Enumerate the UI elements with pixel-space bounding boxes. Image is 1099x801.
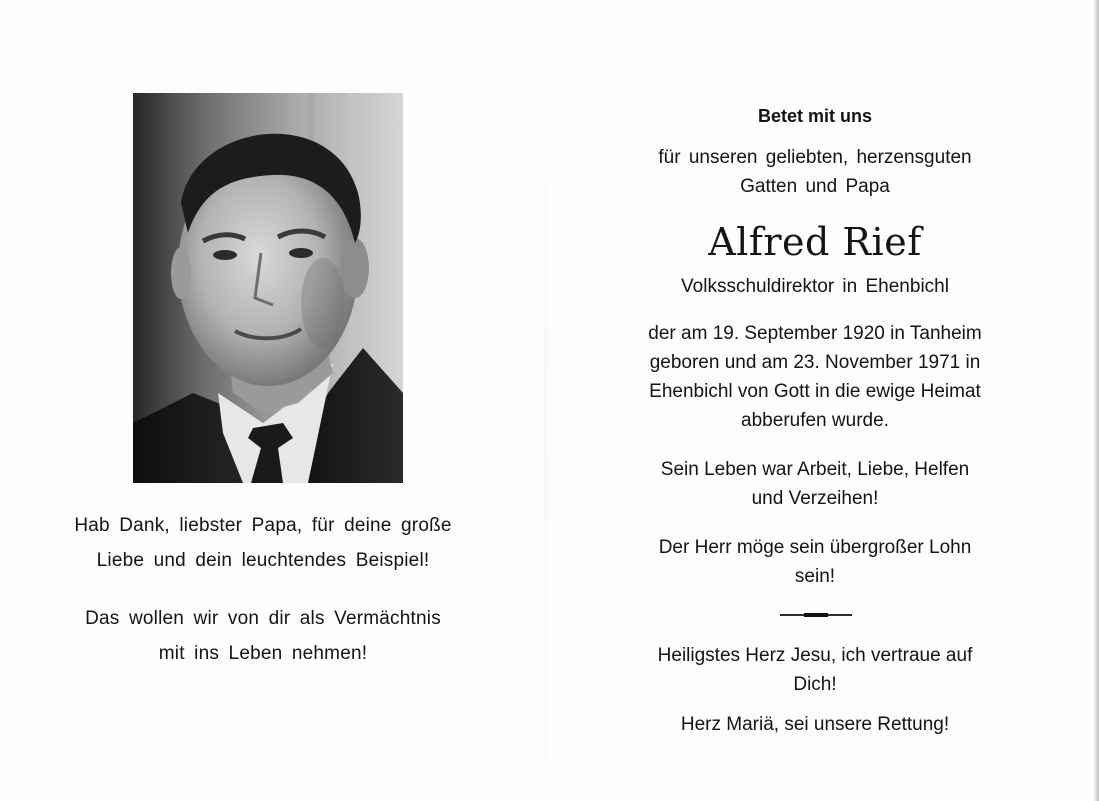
lord-line-1: Der Herr möge sein übergroßer Lohn (658, 537, 972, 558)
legacy-message (40, 601, 486, 671)
life-line-1: Sein Leben war Arbeit, Liebe, Helfen (660, 459, 970, 480)
bio-line-4: abberufen wurde. (741, 410, 889, 431)
card-edge-shadow (1093, 0, 1099, 801)
sacred-heart-prayer (590, 641, 1040, 699)
portrait-photo (133, 93, 403, 483)
mary-prayer (590, 710, 1040, 739)
legacy-line-2: mit ins Leben nehmen! (158, 643, 368, 664)
prayer-line-2: Dich! (793, 674, 837, 695)
portrait-illustration (133, 93, 403, 483)
bio-line-1: der am 19. September 1920 in Tanheim (648, 323, 982, 344)
deceased-title: Volksschuldirektor in Ehenbichl (681, 276, 949, 297)
bio-line-3: Ehenbichl von Gott in die ewige Heimat (649, 381, 981, 402)
lord-line-2: sein! (794, 566, 836, 587)
ornamental-divider-center (804, 613, 828, 617)
intro-line-2: Gatten und Papa (740, 176, 890, 197)
lord-message (590, 533, 1040, 591)
legacy-line-1: Das wollen wir von dir als Vermächtnis (85, 608, 441, 629)
bio-line-2: geboren und am 23. November 1971 in (649, 352, 981, 373)
thanks-line-2: Liebe und dein leuchtendes Beispiel! (96, 550, 430, 571)
fold-line (545, 0, 546, 801)
prayer-heading: Betet mit uns (757, 106, 872, 126)
intro-text (590, 143, 1040, 201)
thanks-line-1: Hab Dank, liebster Papa, für deine große (74, 515, 452, 536)
prayer-line-1: Heiligstes Herz Jesu, ich vertraue auf (657, 645, 973, 666)
thanks-message (40, 508, 486, 578)
deceased-name: Alfred Rief (708, 220, 922, 264)
intro-line-1: für unseren geliebten, herzensguten (658, 147, 972, 168)
prayer-line-3: Herz Mariä, sei unsere Rettung! (680, 714, 950, 735)
biography (590, 319, 1040, 435)
life-message (590, 455, 1040, 513)
life-line-2: und Verzeihen! (751, 488, 879, 509)
